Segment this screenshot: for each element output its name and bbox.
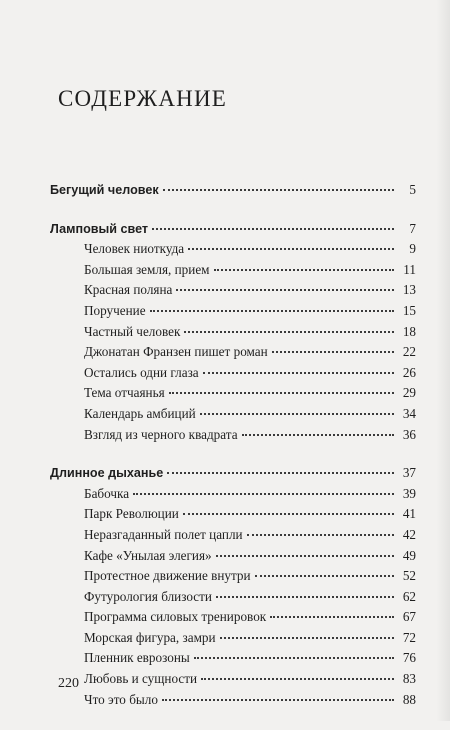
toc-entry [50, 282, 416, 303]
entry-title: Остались одни глаза [84, 364, 199, 380]
dot-leader [176, 289, 394, 291]
entry-title: Тема отчаянья [84, 385, 165, 401]
entry-title: Программа силовых тренировок [84, 609, 267, 625]
dot-leader [183, 513, 394, 515]
toc-section-heading [50, 182, 416, 203]
dot-leader [200, 413, 394, 415]
entry-title: Морская фигура, замри [84, 629, 216, 645]
toc-entry [50, 427, 416, 448]
entry-title: Календарь амбиций [84, 405, 196, 421]
dot-leader [163, 189, 394, 191]
toc-entry [50, 609, 416, 630]
dot-leader [272, 351, 394, 353]
toc-entry [50, 506, 416, 527]
entry-title: Джонатан Франзен пишет роман [84, 344, 268, 360]
dot-leader [162, 699, 394, 701]
section-page: 37 [402, 465, 416, 481]
toc-entry [50, 630, 416, 651]
entry-title: Протестное движение внутри [84, 568, 251, 584]
toc-entry [50, 692, 416, 713]
toc-section-heading [50, 465, 416, 486]
dot-leader [247, 534, 394, 536]
toc-section [50, 465, 416, 712]
dot-leader [201, 678, 394, 680]
dot-leader [220, 637, 394, 639]
entry-page: 41 [402, 506, 416, 522]
dot-leader [255, 575, 394, 577]
toc-entry [50, 568, 416, 589]
toc-entry [50, 548, 416, 569]
entry-page: 13 [402, 282, 416, 298]
section-page: 5 [409, 182, 416, 197]
dot-leader [216, 596, 394, 598]
page-number: 220 [58, 676, 79, 691]
dot-leader [214, 269, 394, 271]
dot-leader [150, 310, 394, 312]
toc-entry [50, 344, 416, 365]
entry-title: Человек ниоткуда [84, 241, 185, 257]
entry-page: 83 [402, 671, 416, 687]
dot-leader [169, 392, 394, 394]
page-edge-shadow [436, 0, 450, 721]
section-title: Бегущий человек [50, 183, 159, 197]
entry-title: Что это было [84, 691, 158, 707]
toc-section-heading [50, 221, 416, 242]
entry-page: 67 [402, 609, 416, 625]
toc-entry [50, 650, 416, 671]
entry-page: 15 [402, 302, 416, 318]
entry-page: 22 [402, 344, 416, 360]
toc-entry [50, 241, 416, 262]
dot-leader [188, 248, 394, 250]
toc-entry [50, 303, 416, 324]
section-page: 7 [409, 220, 416, 236]
toc-entry [50, 671, 416, 692]
toc-entry [50, 589, 416, 610]
entry-page: 36 [402, 426, 416, 442]
section-title: Длинное дыханье [50, 466, 164, 481]
table-of-contents [50, 182, 416, 730]
entry-page: 9 [409, 241, 416, 257]
dot-leader [184, 331, 394, 333]
entry-page: 18 [402, 323, 416, 339]
entry-page: 76 [402, 650, 416, 666]
entry-page: 42 [402, 526, 416, 542]
entry-title: Парк Революции [84, 506, 179, 522]
toc-entry [50, 324, 416, 345]
toc-section [50, 221, 416, 448]
entry-page: 39 [402, 485, 416, 501]
entry-title: Бабочка [84, 485, 130, 501]
entry-page: 52 [402, 568, 416, 584]
dot-leader [203, 372, 394, 374]
toc-entry [50, 486, 416, 507]
toc-section [50, 182, 416, 203]
toc-entry [50, 406, 416, 427]
dot-leader [270, 616, 394, 618]
entry-title: Неразгаданный полет цапли [84, 526, 243, 542]
dot-leader [133, 493, 394, 495]
entry-page: 26 [402, 364, 416, 380]
dot-leader [194, 657, 394, 659]
toc-title: СОДЕРЖАНИЕ [58, 86, 228, 111]
entry-title: Кафе «Унылая элегия» [84, 547, 212, 563]
entry-title: Взгляд из черного квадрата [84, 426, 238, 442]
entry-page: 88 [402, 691, 416, 707]
entry-title: Футурология близости [84, 588, 212, 604]
toc-entry [50, 527, 416, 548]
entry-title: Красная поляна [84, 282, 173, 298]
toc-entry [50, 385, 416, 406]
dot-leader [216, 555, 394, 557]
entry-title: Любовь и сущности [84, 671, 198, 687]
entry-title: Пленник еврозоны [84, 650, 190, 666]
entry-page: 49 [402, 547, 416, 563]
entry-page: 11 [403, 261, 416, 277]
toc-entry [50, 262, 416, 283]
entry-title: Частный человек [84, 323, 181, 339]
entry-page: 29 [402, 385, 416, 401]
entry-title: Поручение [84, 302, 146, 318]
entry-page: 62 [402, 588, 416, 604]
section-title: Ламповый свет [50, 221, 149, 236]
entry-title: Большая земля, прием [84, 261, 210, 277]
dot-leader [152, 228, 394, 230]
entry-page: 72 [402, 629, 416, 645]
entry-page: 34 [402, 405, 416, 421]
dot-leader [242, 434, 394, 436]
toc-entry [50, 365, 416, 386]
dot-leader [167, 472, 394, 474]
